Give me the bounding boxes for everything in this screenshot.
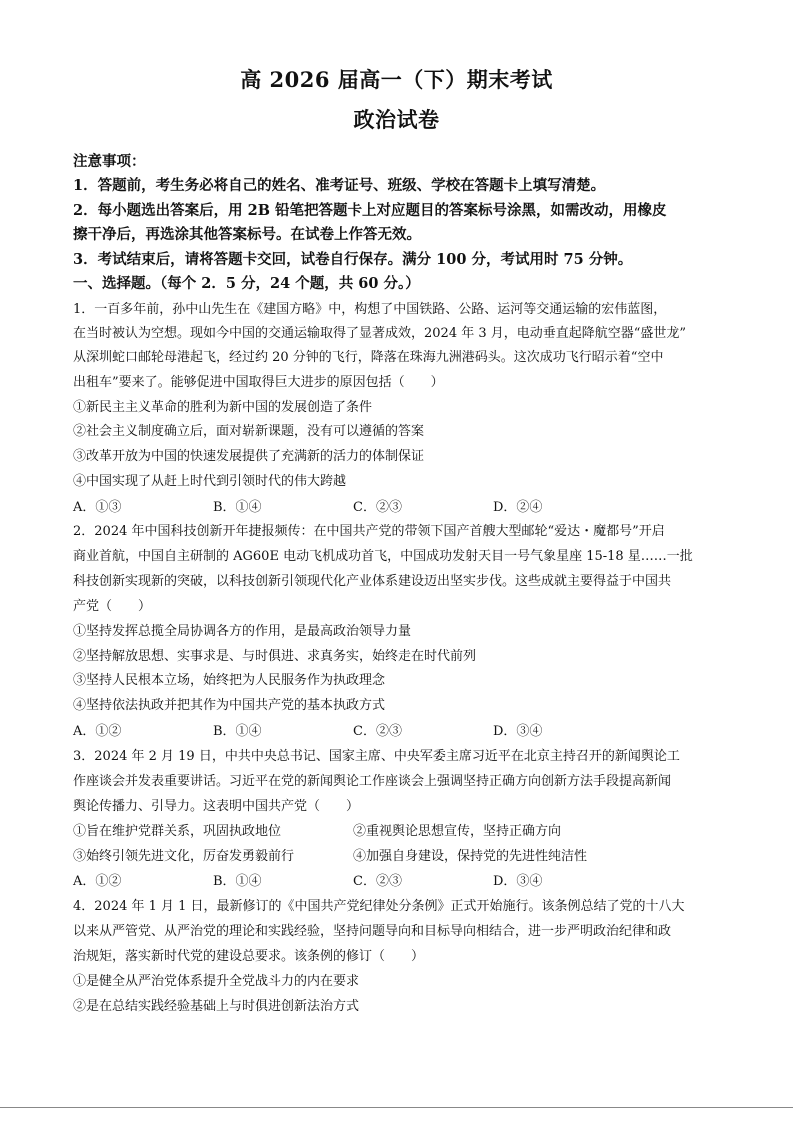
q3-statement-4: ④加强自身建设，保持党的先进性纯洁性 [353,849,588,864]
q4-line-3: 治规矩，落实新时代党的建设总要求。该条例的修订（ ） [73,949,425,964]
q1-line-3: 从深圳蛇口邮轮母港起飞，经过约 20 分钟的飞行，降落在珠海九洲港码头。这次成功飞行昭示着“空中 [73,350,664,365]
notice-heading: 注意事项： [73,153,146,170]
section-heading: 一、选择题。（每个 2．5 分，24 个题，共 60 分。） [73,275,420,292]
q2-line-3: 科技创新实现新的突破，以科技创新引领现代化产业体系建设迈出坚实步伐。这些成就主要得益于中国共 [73,574,672,589]
q2-choice-a[interactable]: A．①② [73,724,122,739]
page-bottom-rule [0,1107,793,1108]
q3-statement-1: ①旨在维护党群关系，巩固执政地位 [73,824,282,839]
q2-choice-c[interactable]: C．②③ [353,724,402,739]
notice-item-1: 1．答题前，考生务必将自己的姓名、准考证号、班级、学校在答题卡上填写清楚。 [73,177,606,194]
q1-choice-a[interactable]: A．①③ [73,500,122,515]
q4-line-2: 以来从严管党、从严治党的理论和实践经验，坚持问题导向和目标导向相结合，进一步严明政治纪律和政 [73,924,672,939]
q1-choice-b[interactable]: B．①④ [213,500,262,515]
q3-line-3: 舆论传播力、引导力。这表明中国共产党（ ） [73,799,360,814]
q2-statement-1: ①坚持发挥总揽全局协调各方的作用，是最高政治领导力量 [73,624,412,639]
notice-item-2-line-1: 2．每小题选出答案后，用 2B 铅笔把答题卡上对应题目的答案标号涂黑，如需改动，用橡皮 [73,202,667,219]
q4-statement-1: ①是健全从严治党体系提升全党战斗力的内在要求 [73,974,360,989]
q3-choice-a[interactable]: A．①② [73,874,122,889]
q1-line-4: 出租车”要来了。能够促进中国取得巨大进步的原因包括（ ） [73,375,444,390]
q1-statement-1: ①新民主主义革命的胜利为新中国的发展创造了条件 [73,400,373,415]
q4-statement-2: ②是在总结实践经验基础上与时俱进创新法治方式 [73,999,360,1014]
q3-statements-row-1 [73,820,723,838]
q1-choices [73,496,723,514]
q2-choice-b[interactable]: B．①④ [213,724,262,739]
exam-subtitle: 政治试卷 [353,107,440,132]
q2-statement-3: ③坚持人民根本立场，始终把为人民服务作为执政理念 [73,673,386,688]
q1-statement-3: ③改革开放为中国的快速发展提供了充满新的活力的体制保证 [73,449,425,464]
q1-choice-c[interactable]: C．②③ [353,500,402,515]
q1-line-1: 1．一百多年前，孙中山先生在《建国方略》中，构想了中国铁路、公路、运河等交通运输的宏伟蓝图， [73,302,667,317]
q2-statement-2: ②坚持解放思想、实事求是、与时俱进、求真务实，始终走在时代前列 [73,649,477,664]
q2-line-4: 产党（ ） [73,599,152,614]
q3-line-2: 作座谈会并发表重要讲话。习近平在党的新闻舆论工作座谈会上强调坚持正确方向创新方法手段提高新闻 [73,774,672,789]
q1-line-2: 在当时被认为空想。现如今中国的交通运输取得了显著成效，2024 年 3 月，电动垂直起降航空器“盛世龙” [73,326,687,341]
q2-choice-d[interactable]: D．③④ [493,724,543,739]
q1-choice-d[interactable]: D．②④ [493,500,543,515]
q2-choices [73,720,723,738]
q3-choice-d[interactable]: D．③④ [493,874,543,889]
q1-statement-4: ④中国实现了从赶上时代到引领时代的伟大跨越 [73,474,347,489]
q2-statement-4: ④坚持依法执政并把其作为中国共产党的基本执政方式 [73,698,386,713]
notice-item-2-line-2: 擦干净后，再选涂其他答案标号。在试卷上作答无效。 [73,226,421,243]
q2-line-1: 2．2024 年中国科技创新开年捷报频传：在中国共产党的带领下国产首艘大型邮轮“爱达・魔都号”开启 [73,524,665,539]
q4-line-1: 4．2024 年 1 月 1 日，最新修订的《中国共产党纪律处分条例》正式开始施行。该条例总结了党的十八大 [73,899,685,914]
q3-choices [73,870,723,888]
q3-statements-row-2 [73,845,723,863]
q1-statement-2: ②社会主义制度确立后，面对崭新课题，没有可以遵循的答案 [73,424,425,439]
q3-statement-2: ②重视舆论思想宣传，坚持正确方向 [353,824,562,839]
exam-title: 高 2026 届高一（下）期末考试 [240,67,553,92]
q3-line-1: 3．2024 年 2 月 19 日，中共中央总书记、国家主席、中央军委主席习近平在北京主持召开的新闻舆论工 [73,749,680,764]
notice-item-3: 3．考试结束后，请将答题卡交回，试卷自行保存。满分 100 分，考试用时 75 分钟。 [73,251,633,268]
q3-choice-b[interactable]: B．①④ [213,874,262,889]
q2-line-2: 商业首航，中国自主研制的 AG60E 电动飞机成功首飞，中国成功发射天目一号气象星座 15-18 星……一批 [73,549,693,564]
q3-choice-c[interactable]: C．②③ [353,874,402,889]
q3-statement-3: ③始终引领先进文化，厉奋发勇毅前行 [73,849,295,864]
